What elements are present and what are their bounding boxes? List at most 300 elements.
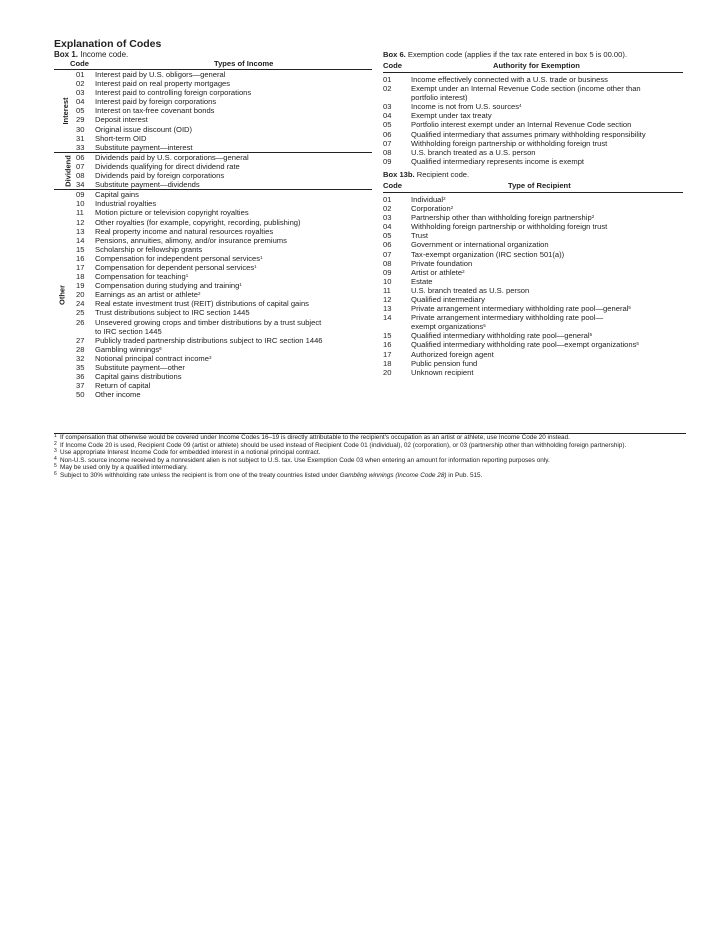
footnote-ref: 2 [591, 214, 595, 220]
code-cell: 05 [383, 231, 392, 241]
desc-cell [411, 204, 683, 213]
desc-cell [95, 354, 372, 363]
footnote-number: 1 [54, 433, 57, 439]
code-cell: 03 [383, 102, 392, 112]
footnote-text [60, 442, 686, 450]
income-row [68, 363, 372, 372]
code-cell: 18 [383, 358, 392, 368]
group-rows [68, 70, 372, 152]
code-cell: 13 [383, 304, 392, 314]
box6-header-rule [383, 72, 683, 73]
desc-text: Government or international organization [411, 240, 549, 250]
desc-text: Compensation during studying and training [95, 281, 240, 291]
code-cell: 09 [76, 190, 85, 200]
income-row [68, 254, 372, 263]
desc-cell [411, 304, 683, 313]
recipient-row [383, 240, 683, 249]
recipient-row [383, 304, 683, 313]
income-row [68, 245, 372, 254]
desc-cell [95, 227, 372, 236]
desc-cell [411, 268, 683, 277]
exemption-row [383, 139, 683, 148]
desc-cell [95, 327, 372, 336]
footnote-body: Subject to 30% withholding rate unless the recipient is from one of the treaty countries listed under [60, 471, 338, 479]
box6-auth-header: Authority for Exemption [493, 61, 580, 70]
code-cell: 03 [383, 213, 392, 223]
desc-cell [95, 263, 372, 272]
desc-text: Gambling winnings [95, 344, 160, 354]
footnote-ref: 1 [239, 282, 242, 288]
footnote-number: 6 [54, 470, 57, 477]
desc-cell [411, 240, 683, 249]
desc-cell [411, 359, 683, 368]
footnote-ref: 3 [208, 354, 212, 360]
code-cell: 24 [76, 299, 85, 309]
code-cell: 01 [383, 194, 392, 204]
desc-text: Real estate investment trust (REIT) distributions of capital gains [95, 299, 309, 309]
recipient-row [383, 277, 683, 286]
desc-cell [411, 340, 683, 349]
footnote-number: 5 [54, 463, 57, 470]
desc-text: Income is not from U.S. sources [411, 102, 520, 112]
desc-text: Interest paid by U.S. obligors—general [95, 70, 226, 79]
box1-text: Income code. [80, 50, 129, 59]
exemption-row [383, 130, 683, 139]
income-row [68, 227, 372, 236]
desc-text: U.S. branch treated as a U.S. person [411, 147, 536, 157]
recipient-row [383, 313, 683, 322]
income-row [68, 345, 372, 354]
footnote-ref: 5 [636, 341, 639, 347]
desc-text: Dividends paid by U.S. corporations—general [95, 152, 249, 162]
box13b-heading [383, 170, 683, 181]
income-row [68, 299, 372, 308]
desc-text: Public pension fund [411, 358, 478, 368]
desc-text: Qualified intermediary that assumes primary withholding responsibility [411, 129, 646, 139]
recipient-row [383, 259, 683, 268]
footnote-ref: 2 [443, 195, 446, 201]
code-cell: 12 [383, 294, 392, 304]
desc-cell [411, 111, 683, 120]
income-row [68, 106, 372, 115]
income-row [68, 218, 372, 227]
desc-text: Capital gains [95, 190, 139, 200]
footnote-text [60, 472, 686, 480]
desc-text: Substitute payment—other [95, 363, 185, 372]
desc-cell [411, 222, 683, 231]
desc-text: Tax-exempt organization (IRC section 501(a)) [411, 249, 565, 259]
desc-text: Unsevered growing crops and timber distributions by a trust subject [95, 317, 322, 327]
code-cell: 34 [76, 180, 85, 190]
group-rows [68, 190, 372, 399]
code-cell: 09 [383, 156, 392, 166]
income-row [68, 162, 372, 171]
group-dividend [54, 153, 372, 189]
footnote-ref: 2 [462, 268, 465, 274]
desc-cell [95, 336, 372, 345]
right-column [383, 50, 683, 377]
desc-cell [411, 84, 683, 93]
desc-text: Interest paid on real property mortgages [95, 79, 231, 89]
footnote-text [60, 457, 686, 465]
desc-cell [411, 93, 683, 102]
desc-text: Private arrangement intermediary withholding rate pool— [411, 313, 604, 323]
code-cell-empty [383, 322, 411, 331]
code-cell: 12 [76, 217, 85, 227]
box6-rows [383, 75, 683, 166]
code-cell: 07 [383, 138, 392, 148]
code-cell: 18 [76, 272, 85, 282]
desc-cell [95, 115, 372, 124]
code-cell: 07 [383, 249, 392, 259]
code-cell: 09 [383, 267, 392, 277]
code-cell: 01 [383, 75, 392, 84]
footnote-number: 4 [54, 455, 57, 462]
footnote-italic: Gambling winnings (Income Code 28) [339, 471, 447, 479]
code-cell: 07 [76, 161, 85, 171]
desc-cell [95, 171, 372, 180]
recipient-row [383, 286, 683, 295]
recipient-row [383, 331, 683, 340]
desc-cell [411, 120, 683, 129]
code-cell: 19 [76, 281, 85, 291]
desc-cell [95, 70, 372, 79]
code-cell: 04 [76, 97, 85, 107]
code-cell: 50 [76, 390, 85, 400]
code-cell-empty [383, 93, 411, 102]
desc-cell [411, 231, 683, 240]
code-cell: 05 [383, 120, 392, 130]
recipient-row [383, 295, 683, 304]
desc-text: Compensation for independent personal services [95, 253, 261, 263]
income-row [68, 115, 372, 124]
desc-cell [95, 245, 372, 254]
desc-cell [95, 236, 372, 245]
desc-text: Withholding foreign partnership or withholding foreign trust [411, 222, 608, 232]
exemption-row [383, 102, 683, 111]
footnote [54, 449, 686, 457]
income-row [68, 390, 372, 399]
desc-text: Industrial royalties [95, 199, 157, 209]
box13b-type-header: Type of Recipient [508, 180, 571, 190]
income-row [68, 336, 372, 345]
income-row [68, 318, 372, 327]
income-row [68, 125, 372, 134]
code-cell: 17 [76, 262, 85, 272]
desc-text: Short-term OID [95, 133, 147, 143]
income-row [68, 208, 372, 217]
desc-cell [411, 368, 683, 377]
desc-text: Deposit interest [95, 115, 148, 125]
footnote-text [60, 434, 686, 442]
desc-cell [411, 213, 683, 222]
income-row [68, 372, 372, 381]
footnote-body: May be used only by a qualified intermediary. [60, 464, 188, 472]
income-row [68, 308, 372, 317]
code-cell: 13 [76, 226, 85, 236]
footnote [54, 472, 686, 480]
desc-cell [95, 180, 372, 189]
recipient-row [383, 222, 683, 231]
footnote-body-2: in Pub. 515. [448, 471, 483, 479]
footnote-number: 3 [54, 448, 57, 455]
code-cell: 32 [76, 353, 85, 363]
exemption-row-cont [383, 93, 683, 102]
group-other [54, 190, 372, 399]
code-cell: 08 [383, 147, 392, 157]
code-cell: 16 [76, 253, 85, 263]
recipient-row [383, 213, 683, 222]
group-label: Interest [61, 97, 70, 125]
code-cell: 03 [76, 88, 85, 98]
recipient-row-cont [383, 322, 683, 331]
footnote-ref: 5 [483, 323, 486, 329]
desc-text: Qualified intermediary withholding rate pool—general [411, 331, 590, 341]
desc-cell [411, 75, 683, 84]
footnote-body: If Income Code 20 is used, Recipient Code 09 (artist or athlete) should be used instead of Recipient Code 01 (individual), 02 (corporation), or 03 (partnership other than withholding foreign partnership). [60, 441, 627, 449]
desc-cell [95, 88, 372, 97]
desc-text: Publicly traded partnership distributions subject to IRC section 1446 [95, 335, 323, 345]
footnote [54, 434, 686, 442]
desc-text-cont: portfolio interest) [411, 93, 468, 103]
exemption-row [383, 84, 683, 93]
code-header: Code [70, 59, 89, 68]
group-label-wrap [54, 70, 68, 152]
code-cell: 27 [76, 335, 85, 345]
code-cell: 20 [76, 290, 85, 300]
recipient-row [383, 359, 683, 368]
income-row [68, 134, 372, 143]
recipient-row [383, 231, 683, 240]
desc-cell [411, 322, 683, 331]
recipient-row [383, 350, 683, 359]
box13b-table-header [383, 181, 683, 191]
desc-text: Qualified intermediary [411, 294, 485, 304]
desc-text: Substitute payment—dividends [95, 180, 200, 190]
desc-cell [95, 199, 372, 208]
income-row [68, 263, 372, 272]
desc-text: Income effectively connected with a U.S. trade or business [411, 75, 608, 84]
code-cell-empty [68, 327, 95, 336]
code-cell: 01 [76, 70, 85, 79]
code-cell: 02 [383, 84, 392, 94]
recipient-row [383, 368, 683, 377]
code-cell: 20 [383, 367, 392, 377]
footnote [54, 457, 686, 465]
footnote-ref: 5 [628, 305, 631, 311]
income-row [68, 79, 372, 88]
desc-text: Trust distributions subject to IRC section 1445 [95, 308, 250, 318]
box13b-code-header: Code [383, 180, 402, 190]
code-cell: 04 [383, 222, 392, 232]
code-cell: 36 [76, 372, 85, 382]
desc-cell [95, 381, 372, 390]
desc-cell [411, 295, 683, 304]
desc-cell [411, 277, 683, 286]
desc-text: Artist or athlete [411, 267, 463, 277]
desc-cell [411, 313, 683, 322]
group-interest [54, 70, 372, 152]
income-row [68, 171, 372, 180]
desc-text: Compensation for teaching [95, 272, 186, 282]
desc-text: Other income [95, 390, 141, 400]
desc-text: Substitute payment—interest [95, 142, 193, 152]
footnote-ref: 2 [198, 291, 201, 297]
desc-cell [411, 195, 683, 204]
desc-text-cont: exempt organizations [411, 322, 484, 332]
code-cell: 06 [383, 240, 392, 250]
page-title: Explanation of Codes [54, 38, 162, 50]
desc-text: Qualified intermediary represents income is exempt [411, 156, 585, 166]
code-cell: 15 [383, 331, 392, 341]
desc-text: Earnings as an artist or athlete [95, 290, 198, 300]
code-cell: 08 [76, 171, 85, 181]
income-row [68, 190, 372, 199]
desc-cell [95, 162, 372, 171]
desc-text: Exempt under tax treaty [411, 111, 492, 121]
desc-cell [95, 134, 372, 143]
desc-cell [95, 363, 372, 372]
desc-cell [95, 79, 372, 88]
code-cell: 35 [76, 363, 85, 372]
desc-cell [95, 308, 372, 317]
desc-text: Original issue discount (OID) [95, 124, 193, 134]
desc-text: Qualified intermediary withholding rate pool—exempt organizations [411, 340, 637, 350]
code-cell: 11 [76, 208, 84, 218]
code-cell: 06 [76, 152, 85, 162]
code-cell: 31 [76, 133, 85, 143]
exemption-row [383, 120, 683, 129]
desc-cell [411, 139, 683, 148]
income-row [68, 88, 372, 97]
footnote-text [60, 464, 686, 472]
desc-text: Scholarship or fellowship grants [95, 244, 203, 254]
income-row [68, 281, 372, 290]
income-row [68, 236, 372, 245]
code-cell: 15 [76, 244, 85, 254]
code-cell: 05 [76, 106, 85, 116]
desc-text: Unknown recipient [411, 367, 474, 377]
desc-text: Portfolio interest exempt under an Internal Revenue Code section [411, 120, 632, 130]
desc-cell [411, 286, 683, 295]
exemption-row [383, 157, 683, 166]
desc-cell [95, 299, 372, 308]
recipient-row [383, 340, 683, 349]
footnote-body: Non-U.S. source income received by a nonresident alien is not subject to U.S. tax. Use Exemption Code 03 when entering an amount for information reporting purposes only. [60, 456, 550, 464]
desc-text: Individual [411, 194, 444, 204]
desc-cell [95, 97, 372, 106]
group-label: Dividend [63, 155, 73, 187]
desc-cell [411, 130, 683, 139]
desc-cell [95, 218, 372, 227]
desc-cell [411, 250, 683, 259]
footnote [54, 442, 686, 450]
code-cell: 06 [383, 129, 392, 139]
group-label-wrap [54, 153, 73, 189]
desc-cell [95, 254, 372, 263]
code-cell: 14 [383, 313, 392, 323]
desc-cell [95, 125, 372, 134]
desc-cell [411, 157, 683, 166]
recipient-row [383, 195, 683, 204]
desc-text: Real property income and natural resources royalties [95, 226, 274, 236]
box13b-label: Box 13b. [383, 169, 415, 179]
footnote-number: 2 [54, 440, 57, 447]
desc-text: Other royalties (for example, copyright, recording, publishing) [95, 217, 301, 227]
code-cell: 25 [76, 308, 85, 318]
desc-cell [95, 290, 372, 299]
footnote [54, 464, 686, 472]
box1-heading [54, 50, 128, 59]
desc-cell [411, 102, 683, 111]
box1-label: Box 1. [54, 50, 79, 59]
desc-text: Withholding foreign partnership or withholding foreign trust [411, 138, 608, 148]
desc-text: Interest paid by foreign corporations [95, 97, 217, 107]
exemption-row [383, 111, 683, 120]
income-row [68, 180, 372, 189]
group-rows [68, 153, 372, 189]
income-row-cont [68, 327, 372, 336]
code-cell: 37 [76, 381, 85, 391]
group-label-wrap [54, 190, 68, 399]
income-row [68, 97, 372, 106]
desc-text: Dividends qualifying for direct dividend rate [95, 161, 240, 171]
footnote-ref: 6 [159, 345, 162, 351]
code-cell: 28 [76, 344, 85, 354]
footnote-text [60, 449, 686, 457]
desc-text: Private arrangement intermediary withholding rate pool—general [411, 304, 629, 314]
income-row [68, 143, 372, 152]
desc-text: Motion picture or television copyright royalties [95, 208, 249, 218]
desc-text: U.S. branch treated as U.S. person [411, 285, 530, 295]
income-codes-table [54, 59, 372, 399]
types-header: Types of Income [214, 59, 274, 68]
desc-text: Dividends paid by foreign corporations [95, 171, 225, 181]
box13b-text: Recipient code. [416, 169, 470, 179]
exemption-row [383, 75, 683, 84]
footnotes [54, 434, 686, 480]
box6-code-header: Code [383, 61, 402, 70]
income-row [68, 153, 372, 162]
code-cell: 04 [383, 111, 392, 121]
income-row [68, 354, 372, 363]
code-cell: 11 [383, 285, 391, 295]
desc-text: Exempt under an Internal Revenue Code section (income other than [411, 84, 641, 94]
desc-cell [95, 372, 372, 381]
desc-cell [95, 345, 372, 354]
code-cell: 10 [76, 199, 85, 209]
recipient-row [383, 204, 683, 213]
desc-cell [411, 331, 683, 340]
income-row [68, 290, 372, 299]
footnote-ref: 2 [450, 205, 454, 211]
recipient-row [383, 268, 683, 277]
desc-cell [411, 148, 683, 157]
exemption-row [383, 148, 683, 157]
code-cell: 10 [383, 276, 392, 286]
code-cell: 16 [383, 340, 392, 350]
box6-label: Box 6. [383, 50, 406, 59]
desc-cell [95, 281, 372, 290]
footnote-body: If compensation that otherwise would be covered under Income Codes 16–19 is directly attributable to the recipient's occupation as an artist or athlete, use Income Code 20 instead. [60, 434, 570, 441]
code-cell: 14 [76, 235, 85, 245]
desc-text: Return of capital [95, 381, 151, 391]
desc-cell [411, 259, 683, 268]
income-row [68, 199, 372, 208]
box13b-rows [383, 195, 683, 377]
footnote-body: Use appropriate Interest Income Code for embedded interest in a notional principal contract. [60, 449, 321, 457]
desc-text: Estate [411, 276, 433, 286]
